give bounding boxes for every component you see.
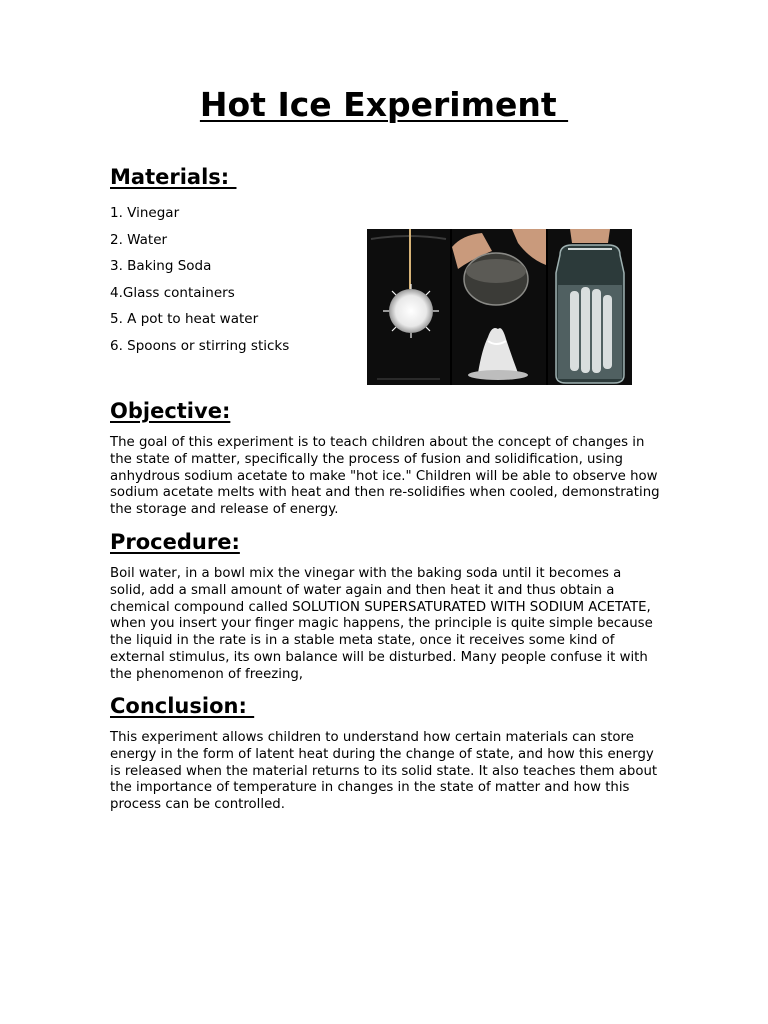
list-item: 2. Water: [110, 231, 168, 248]
materials-heading: Materials:: [110, 165, 237, 189]
page-title: [0, 84, 768, 126]
list-item: 4.Glass containers: [110, 284, 235, 301]
procedure-text: Boil water, in a bowl mix the vinegar with the baking soda until it becomes a solid, add a small amount of water again and then heat it and thus obtain a chemical compound called SOLUTION SUPERSATURATED WITH SODIUM ACETATE, when you insert your finger magic happens, the principle is quite simple because the liquid in the rate is in a stable meta state, once it receives some kind of external stimulus, its own balance will be disturbed. Many people confuse it with the phenomenon of freezing,: [110, 566, 653, 682]
photo-panel-pouring: [452, 229, 546, 385]
materials-list: [110, 200, 289, 360]
objective-heading: Objective:: [110, 399, 231, 423]
objective-text: The goal of this experiment is to teach children about the concept of changes in the state of matter, specifically the process of fusion and solidification, using anhydrous sodium acetate to make "hot ice." Children will be able to observe how sodium acetate melts with heat and then re-solidifies when cooled, demonstrating the storage and release of energy.: [110, 435, 660, 518]
conclusion-text: This experiment allows children to understand how certain materials can store energy in the form of latent heat during the change of state, and how this energy is released when the material returns to its solid state. It also teaches them about the importance of temperature in changes in the state of matter and how this process can be controlled.: [110, 730, 658, 813]
conclusion-heading: Conclusion:: [110, 694, 255, 718]
list-item: 5. A pot to heat water: [110, 311, 259, 328]
list-item: 1. Vinegar: [110, 205, 180, 221]
procedure-heading: Procedure:: [110, 530, 240, 554]
photo-panel-hand-jar: [548, 229, 632, 385]
title-text: Hot Ice Experiment: [199, 85, 569, 124]
hot-ice-photo: [367, 229, 632, 385]
photo-panel-crystal-ball: [367, 229, 450, 385]
list-item: 3. Baking Soda: [110, 258, 212, 275]
list-item: 6. Spoons or stirring sticks: [110, 337, 290, 354]
